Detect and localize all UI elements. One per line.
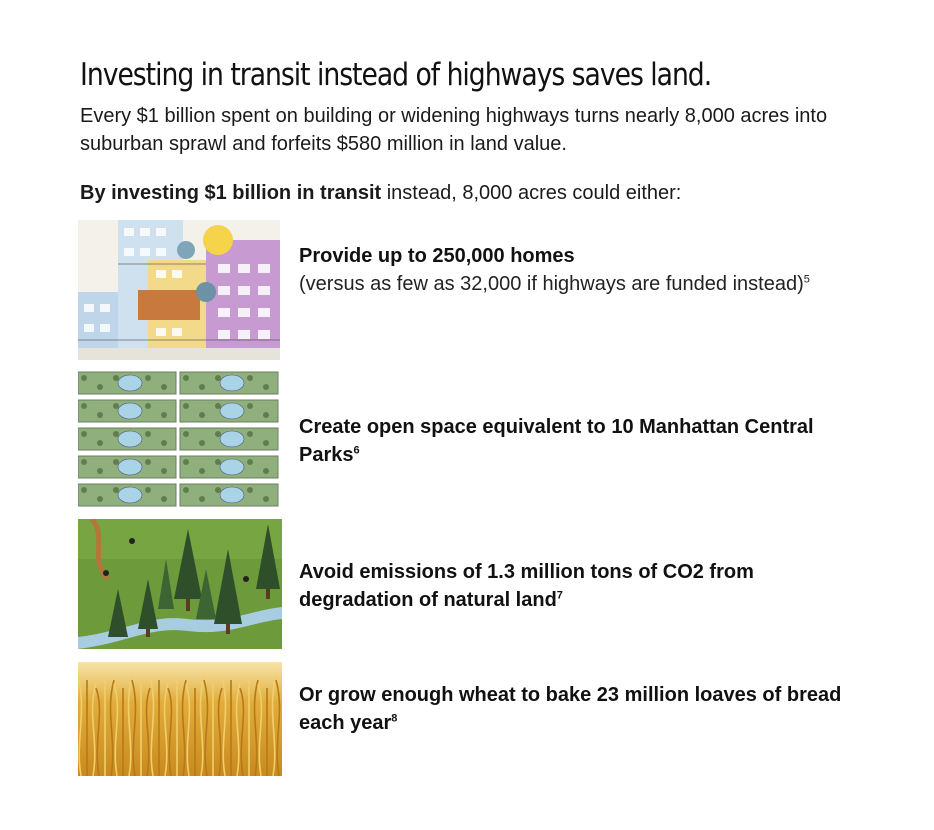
item-emissions	[299, 558, 859, 614]
item-homes	[299, 242, 859, 298]
park-tile	[180, 400, 278, 422]
item-homes-sub: (versus as few as 32,000 if highways are funded instead)$^5$	[299, 273, 810, 295]
intro-paragraph: Every $1 billion spent on building or widening highways turns nearly 8,000 acres into suburban sprawl and forfeits $580 million in land value.	[80, 105, 828, 155]
wheat-field-icon	[78, 662, 282, 776]
park-tile	[78, 484, 176, 506]
lead-rest: instead, 8,000 acres could either:	[381, 182, 682, 204]
park-tile	[78, 428, 176, 450]
footnote-8: 8	[391, 712, 398, 725]
park-tile	[180, 372, 278, 394]
park-tile	[180, 484, 278, 506]
park-tile	[78, 400, 176, 422]
park-tile	[180, 428, 278, 450]
park-tile	[78, 456, 176, 478]
apartment-buildings-icon	[78, 220, 280, 360]
item-emissions-heading: Avoid emissions of 1.3 million tons of CO2 from degradation of natural land$^7$	[299, 561, 754, 611]
footnote-6: 6	[353, 444, 360, 457]
forest-trail-icon	[78, 519, 282, 649]
item-parks-heading: Create open space equivalent to 10 Manhattan Central Parks$^6$	[299, 416, 814, 466]
park-tile	[78, 372, 176, 394]
footnote-5: 5	[803, 273, 810, 286]
item-parks	[299, 413, 859, 469]
item-homes-heading: Provide up to 250,000 homes	[299, 245, 575, 267]
lead-bold: By investing $1 billion in transit	[80, 182, 382, 204]
page-title: Investing in transit instead of highways saves land.	[80, 56, 712, 93]
item-wheat	[299, 681, 859, 737]
footnote-7: 7	[556, 589, 563, 602]
item-wheat-heading: Or grow enough wheat to bake 23 million loaves of bread each year$^8$	[299, 684, 842, 734]
central-park-grid-icon	[78, 370, 282, 510]
park-tile	[180, 456, 278, 478]
lead-sentence	[80, 179, 860, 207]
